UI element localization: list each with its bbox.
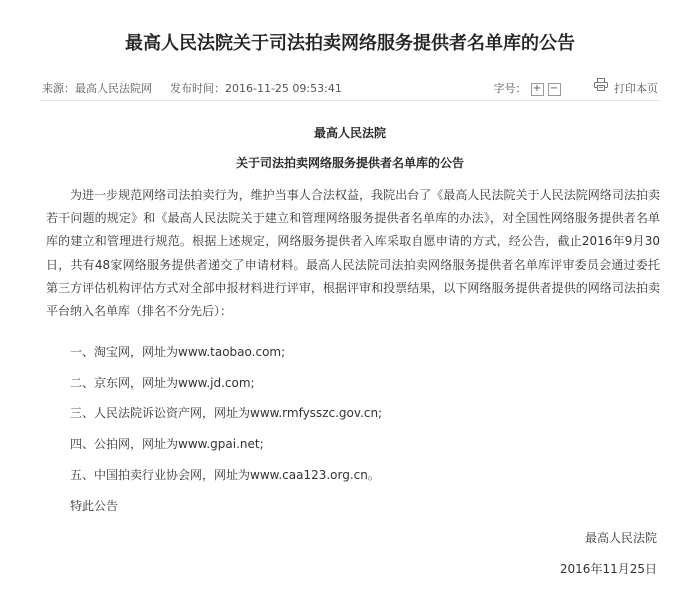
list-item: 五、中国拍卖行业协会网，网址为www.caa123.org.cn。 bbox=[70, 468, 380, 482]
list-item: 一、淘宝网，网址为www.taobao.com; bbox=[70, 345, 286, 359]
document-subtitle: 关于司法拍卖网络服务提供者名单库的公告 bbox=[235, 156, 464, 170]
meta-right bbox=[494, 78, 659, 100]
publish-time-value: 2016-11-25 09:53:41 bbox=[225, 82, 342, 95]
article-meta-bar bbox=[40, 78, 660, 101]
list-item: 二、京东网，网址为www.jd.com; bbox=[70, 376, 255, 390]
source-value: 最高人民法院网 bbox=[75, 82, 152, 95]
article-title: 最高人民法院关于司法拍卖网络服务提供者名单库的公告 bbox=[125, 33, 575, 54]
printer-icon bbox=[594, 77, 608, 99]
font-decrease-button[interactable]: − bbox=[548, 83, 561, 96]
closing-text: 特此公告 bbox=[70, 499, 119, 513]
font-increase-button[interactable]: + bbox=[531, 83, 544, 96]
list-item: 四、公拍网，网址为www.gpai.net; bbox=[70, 437, 264, 451]
font-size-label: 字号： bbox=[493, 82, 527, 95]
signature-org: 最高人民法院 bbox=[584, 531, 657, 545]
print-button[interactable] bbox=[594, 82, 658, 95]
print-label: 打印本页 bbox=[614, 82, 658, 95]
meta-left bbox=[42, 78, 342, 100]
document-org-heading: 最高人民法院 bbox=[313, 126, 386, 140]
signature-date: 2016年11月25日 bbox=[559, 562, 657, 576]
list-item: 三、人民法院诉讼资产网，网址为www.rmfysszc.gov.cn; bbox=[70, 406, 383, 420]
publish-time-label: 发布时间： bbox=[170, 82, 225, 95]
body-paragraph: 为进一步规范网络司法拍卖行为，维护当事人合法权益，我院出台了《最高人民法院关于人民法院网络司法拍卖若干问题的规定》和《最高人民法院关于建立和管理网络服务提供者名单库的办法》，对全国性网络服务提供者名单库的建立和管理进行规范。根据上述规定，网络服务提供者入库采取自愿申请的方式，经公告，截止2016年9月30日，共有48家网络服务提供者递交了申请材料。最高人民法院司法拍卖网络服务提供者名单库评审委员会通过委托第三方评估机构评估方式对全部申报材料进行评审，根据评审和投票结果，以下网络服务提供者提供的网络司法拍卖平台纳入名单库（排名不分先后）： bbox=[46, 188, 660, 319]
source-label: 来源： bbox=[42, 82, 75, 95]
